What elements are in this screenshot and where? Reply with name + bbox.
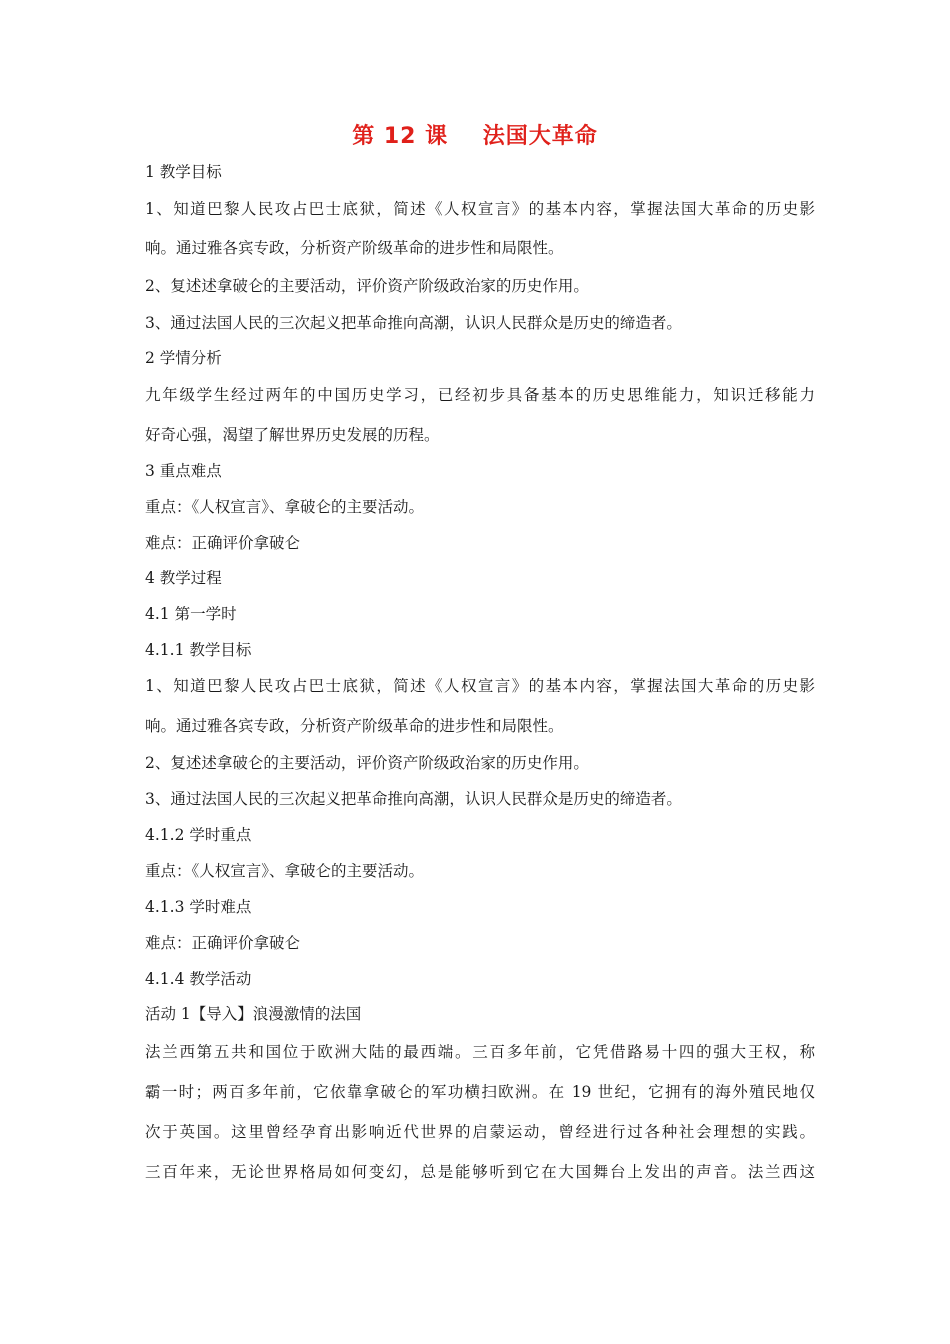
paragraph-line: 次于英国。这里曾经孕育出影响近代世界的启蒙运动，曾经进行过各种社会理想的实践。: [145, 1123, 815, 1141]
activity-heading: 活动 1【导入】浪漫激情的法国: [145, 1005, 362, 1023]
paragraph-line: 九年级学生经过两年的中国历史学习，已经初步具备基本的历史思维能力，知识迁移能力: [145, 386, 815, 404]
section-heading: 3 重点难点: [145, 462, 222, 480]
paragraph-line: 1、知道巴黎人民攻占巴士底狱，简述《人权宣言》的基本内容，掌握法国大革命的历史影: [145, 677, 815, 695]
paragraph-line: 响。通过雅各宾专政，分析资产阶级革命的进步性和局限性。: [145, 717, 564, 735]
document-title: 第 12 课 法国大革命: [352, 124, 598, 149]
paragraph-line: 难点：正确评价拿破仑: [145, 534, 301, 552]
paragraph-line: 3、通过法国人民的三次起义把革命推向高潮，认识人民群众是历史的缔造者。: [145, 790, 682, 808]
paragraph-line: 响。通过雅各宾专政，分析资产阶级革命的进步性和局限性。: [145, 239, 564, 257]
section-heading: 2 学情分析: [145, 349, 222, 367]
subsection-heading: 4.1.4 教学活动: [145, 970, 252, 988]
paragraph-line: 霸一时；两百多年前，它依靠拿破仑的军功横扫欧洲。在 19 世纪，它拥有的海外殖民地仅: [145, 1083, 815, 1101]
section-heading: 1 教学目标: [145, 163, 222, 181]
subsection-heading: 4.1 第一学时: [145, 605, 237, 623]
paragraph-line: 重点：《人权宣言》、拿破仑的主要活动。: [145, 862, 425, 880]
paragraph-line: 3、通过法国人民的三次起义把革命推向高潮，认识人民群众是历史的缔造者。: [145, 314, 682, 332]
paragraph-line: 三百年来，无论世界格局如何变幻，总是能够听到它在大国舞台上发出的声音。法兰西这: [145, 1163, 815, 1181]
paragraph-line: 好奇心强，渴望了解世界历史发展的历程。: [145, 426, 440, 444]
subsection-heading: 4.1.3 学时难点: [145, 898, 252, 916]
paragraph-line: 重点：《人权宣言》、拿破仑的主要活动。: [145, 498, 425, 516]
paragraph-line: 2、复述述拿破仑的主要活动，评价资产阶级政治家的历史作用。: [145, 277, 589, 295]
subsection-heading: 4.1.2 学时重点: [145, 826, 252, 844]
section-heading: 4 教学过程: [145, 569, 222, 587]
paragraph-line: 2、复述述拿破仑的主要活动，评价资产阶级政治家的历史作用。: [145, 754, 589, 772]
subsection-heading: 4.1.1 教学目标: [145, 641, 252, 659]
paragraph-line: 1、知道巴黎人民攻占巴士底狱，简述《人权宣言》的基本内容，掌握法国大革命的历史影: [145, 200, 815, 218]
paragraph-line: 法兰西第五共和国位于欧洲大陆的最西端。三百多年前，它凭借路易十四的强大王权，称: [145, 1043, 815, 1061]
paragraph-line: 难点：正确评价拿破仑: [145, 934, 301, 952]
